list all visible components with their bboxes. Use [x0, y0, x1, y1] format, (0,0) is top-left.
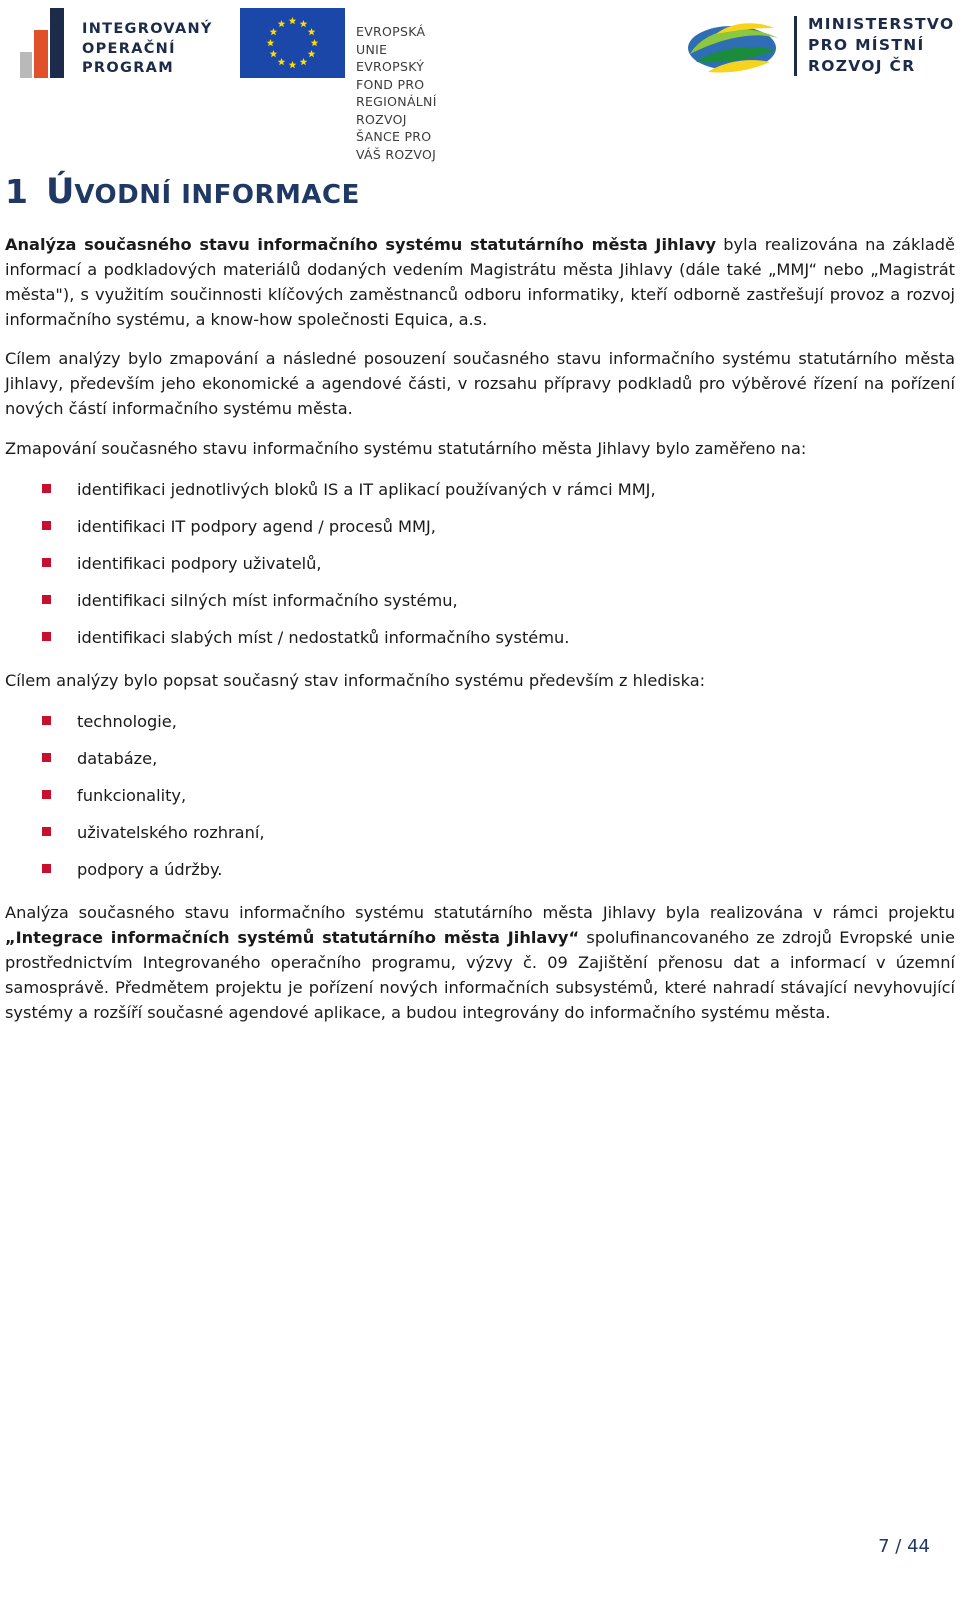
bullet-square-icon: [42, 595, 51, 604]
iop-logo-bars-icon: [20, 8, 76, 78]
eu-logo-line: ŠANCE PRO VÁŠ ROZVOJ: [356, 129, 437, 162]
intro-paragraph-text: byla realizována na základě informací a podkladových materiálů dodaných vedením Magistrátu města Jihlavy (dále také „MMJ“ nebo „Magistrát města"), s využitím součinnosti klíčových zaměstnanců odboru informatiky, kteří odborně zastřešují provoz a rozvoj informačního systému, a know-how společnosti Equica, a.s.: [5, 235, 955, 329]
list-item-text: identifikaci slabých míst / nedostatků informačního systému.: [77, 628, 570, 647]
list-item: [5, 619, 955, 656]
aspects-paragraph: Cílem analýzy bylo popsat současný stav informačního systému především z hlediska:: [5, 671, 706, 690]
section-title-initial: Ú: [45, 172, 75, 212]
section-title-rest: VODNÍ INFORMACE: [74, 180, 360, 210]
list-item: [5, 582, 955, 619]
mmr-logo-line: ROZVOJ ČR: [808, 57, 916, 75]
eu-logo-line: EVROPSKÝ FOND PRO REGIONÁLNÍ ROZVOJ: [356, 59, 437, 127]
mmr-logo-text: [808, 14, 954, 77]
list-item: [5, 777, 955, 814]
list-item: [5, 703, 955, 740]
list-item-text: databáze,: [77, 749, 158, 768]
list-item-text: identifikaci jednotlivých bloků IS a IT aplikací používaných v rámci MMJ,: [77, 480, 656, 499]
document-body: [5, 232, 955, 1025]
mmr-logo-divider: [794, 16, 797, 76]
iop-logo-line: INTEGROVANÝ: [82, 21, 213, 37]
analysis-title-bold: Analýza současného stavu informačního systému statutárního města Jihlavy: [5, 235, 717, 254]
goal-paragraph: Cílem analýzy bylo zmapování a následné posouzení současného stavu informačního systému statutárního města Jihlavy, především jeho ekonomické a agendové části, v rozsahu přípravy podkladů pro výběrové řízení na pořízení nových částí informačního systému města.: [5, 349, 955, 418]
mmr-logo-line: MINISTERSTVO: [808, 15, 955, 33]
bullet-square-icon: [42, 716, 51, 725]
mapping-focus-list: [5, 471, 955, 656]
bullet-square-icon: [42, 558, 51, 567]
project-paragraph: [5, 900, 955, 1025]
page-number: 7 / 44: [878, 1536, 930, 1557]
eu-logo-text: [356, 23, 437, 163]
list-item-text: funkcionality,: [77, 786, 187, 805]
mmr-emblem-icon: [686, 18, 782, 76]
list-item: [5, 471, 955, 508]
intro-paragraph: [5, 232, 955, 332]
iop-logo-line: PROGRAM: [82, 60, 174, 76]
aspects-list: [5, 703, 955, 888]
iop-logo-line: OPERAČNÍ: [82, 40, 176, 57]
project-paragraph-text: spolufinancovaného ze zdrojů Evropské unie prostřednictvím Integrovaného operačního programu, výzvy č. 09 Zajištění přenosu dat a informací v územní samosprávě. Předmětem projektu je pořízení nových informačních subsystémů, které nahradí stávající nevyhovující systémy a rozšíří současné agendové aplikace, a budou integrovány do informačního systému města.: [5, 928, 955, 1022]
mapping-focus-paragraph: Zmapování současného stavu informačního systému statutárního města Jihlavy bylo zaměřeno na:: [5, 439, 807, 458]
list-item: [5, 545, 955, 582]
project-name-bold: „Integrace informačních systémů statutárního města Jihlavy“: [5, 928, 580, 947]
list-item: [5, 814, 955, 851]
list-item-text: identifikaci silných míst informačního systému,: [77, 591, 458, 610]
list-item-text: podpory a údržby.: [77, 860, 223, 879]
bullet-square-icon: [42, 484, 51, 493]
section-heading: [5, 172, 360, 212]
eu-flag-icon: [240, 8, 345, 78]
section-number: 1: [5, 172, 28, 211]
page-header: [0, 0, 960, 162]
list-item: [5, 508, 955, 545]
bullet-square-icon: [42, 864, 51, 873]
bullet-square-icon: [42, 632, 51, 641]
bullet-square-icon: [42, 521, 51, 530]
list-item: [5, 851, 955, 888]
list-item-text: identifikaci podpory uživatelů,: [77, 554, 322, 573]
bullet-square-icon: [42, 790, 51, 799]
bullet-square-icon: [42, 827, 51, 836]
list-item-text: technologie,: [77, 712, 177, 731]
eu-logo-line: EVROPSKÁ UNIE: [356, 24, 426, 57]
mmr-logo-line: PRO MÍSTNÍ: [808, 36, 925, 54]
bullet-square-icon: [42, 753, 51, 762]
list-item-text: identifikaci IT podpory agend / procesů MMJ,: [77, 517, 436, 536]
list-item: [5, 740, 955, 777]
project-paragraph-text: Analýza současného stavu informačního systému statutárního města Jihlavy byla realizována v rámci projektu: [5, 903, 955, 922]
list-item-text: uživatelského rozhraní,: [77, 823, 265, 842]
iop-logo-text: [82, 20, 213, 79]
